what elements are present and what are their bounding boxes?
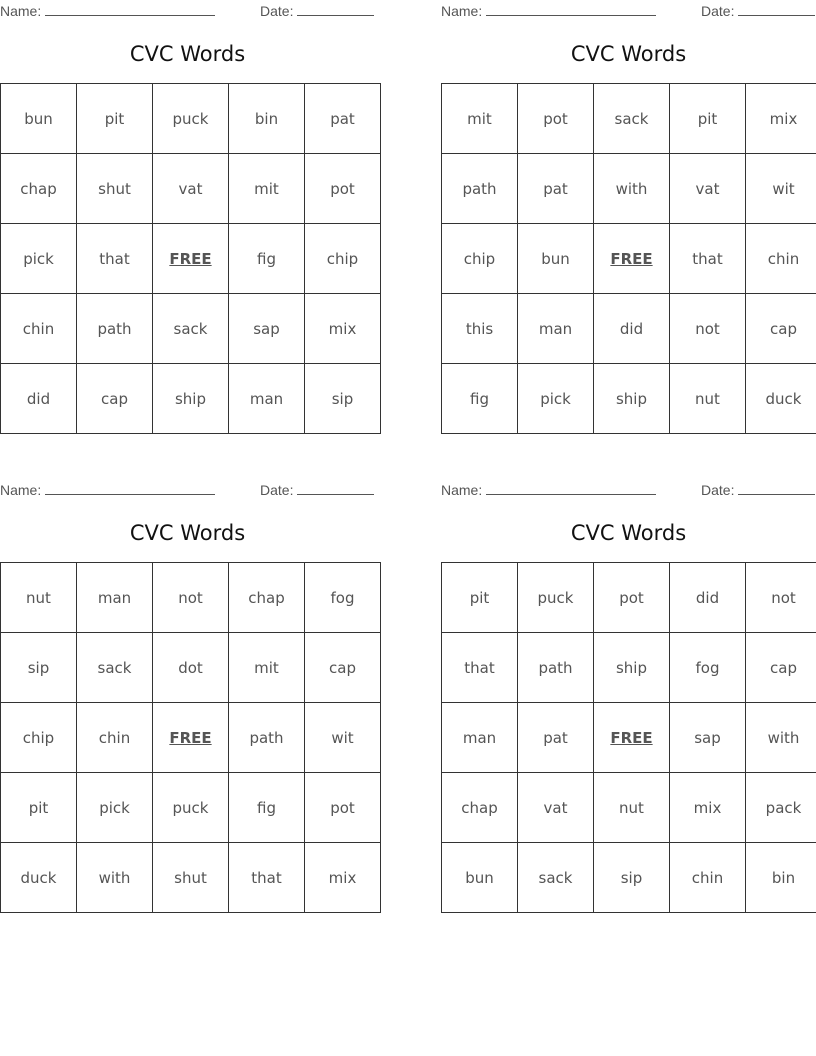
word-cell: chap <box>442 773 518 843</box>
word-cell: that <box>442 633 518 703</box>
word-cell: chip <box>305 224 381 294</box>
word-cell: sack <box>153 294 229 364</box>
word-cell: pat <box>518 154 594 224</box>
word-cell: pit <box>1 773 77 843</box>
date-blank-line <box>297 2 374 16</box>
word-cell: that <box>77 224 153 294</box>
grid-row <box>1 364 381 434</box>
name-field <box>0 481 215 498</box>
grid-row <box>442 633 816 703</box>
word-cell: chin <box>77 703 153 773</box>
bingo-card <box>0 0 375 432</box>
grid-row <box>1 294 381 364</box>
word-cell: vat <box>670 154 746 224</box>
word-cell: chin <box>746 224 816 294</box>
word-cell: sack <box>77 633 153 703</box>
word-cell: mit <box>442 84 518 154</box>
name-date-row <box>441 481 816 499</box>
word-cell: bun <box>442 843 518 913</box>
grid-row <box>442 364 816 434</box>
word-cell: man <box>229 364 305 434</box>
bingo-card <box>441 0 816 432</box>
card-title: CVC Words <box>570 521 687 545</box>
date-field <box>701 2 815 19</box>
grid-row <box>1 84 381 154</box>
card-title: CVC Words <box>129 42 246 66</box>
word-cell: chap <box>229 563 305 633</box>
free-space-cell: FREE <box>594 224 670 294</box>
grid-row <box>442 843 816 913</box>
grid-row <box>1 773 381 843</box>
word-cell: sack <box>518 843 594 913</box>
word-cell: not <box>746 563 816 633</box>
word-cell: path <box>77 294 153 364</box>
word-cell: pat <box>305 84 381 154</box>
name-date-row <box>441 2 816 20</box>
grid-row <box>442 773 816 843</box>
date-blank-line <box>738 481 815 495</box>
word-cell: path <box>442 154 518 224</box>
grid-row <box>1 703 381 773</box>
name-label: Name: <box>441 3 483 19</box>
grid-row <box>1 633 381 703</box>
word-cell: vat <box>518 773 594 843</box>
word-cell: pat <box>518 703 594 773</box>
name-blank-line <box>486 2 656 16</box>
name-date-row <box>0 481 375 499</box>
grid-row <box>442 154 816 224</box>
word-cell: dot <box>153 633 229 703</box>
free-space-cell: FREE <box>594 703 670 773</box>
word-cell: pick <box>1 224 77 294</box>
date-label: Date: <box>701 3 735 19</box>
word-cell: pot <box>305 773 381 843</box>
free-space-cell: FREE <box>153 703 229 773</box>
word-cell: man <box>442 703 518 773</box>
word-cell: shut <box>153 843 229 913</box>
date-label: Date: <box>260 3 294 19</box>
word-cell: fig <box>229 773 305 843</box>
word-cell: sip <box>594 843 670 913</box>
word-cell: path <box>229 703 305 773</box>
word-cell: did <box>670 563 746 633</box>
grid-row <box>1 563 381 633</box>
grid-row <box>442 563 816 633</box>
name-label: Name: <box>0 3 42 19</box>
word-cell: pit <box>77 84 153 154</box>
word-cell: mit <box>229 633 305 703</box>
date-field <box>260 2 374 19</box>
word-cell: pick <box>518 364 594 434</box>
word-cell: cap <box>305 633 381 703</box>
grid-row <box>442 224 816 294</box>
word-cell: sip <box>1 633 77 703</box>
word-cell: vat <box>153 154 229 224</box>
word-cell: bun <box>1 84 77 154</box>
word-cell: puck <box>153 84 229 154</box>
grid-row <box>1 154 381 224</box>
date-field <box>701 481 815 498</box>
word-cell: chip <box>442 224 518 294</box>
word-cell: pack <box>746 773 816 843</box>
word-cell: pot <box>518 84 594 154</box>
word-cell: shut <box>77 154 153 224</box>
word-cell: chin <box>1 294 77 364</box>
word-cell: this <box>442 294 518 364</box>
word-cell: with <box>746 703 816 773</box>
grid-row <box>442 294 816 364</box>
date-label: Date: <box>701 482 735 498</box>
word-cell: bin <box>746 843 816 913</box>
word-cell: that <box>670 224 746 294</box>
word-cell: bin <box>229 84 305 154</box>
word-cell: did <box>594 294 670 364</box>
free-space-cell: FREE <box>153 224 229 294</box>
word-cell: fog <box>670 633 746 703</box>
name-label: Name: <box>441 482 483 498</box>
grid-row <box>442 84 816 154</box>
word-cell: fig <box>442 364 518 434</box>
word-cell: wit <box>746 154 816 224</box>
grid-row <box>1 224 381 294</box>
word-cell: sip <box>305 364 381 434</box>
word-cell: ship <box>153 364 229 434</box>
word-cell: pit <box>442 563 518 633</box>
word-cell: mit <box>229 154 305 224</box>
bingo-card <box>0 479 375 911</box>
word-cell: man <box>77 563 153 633</box>
word-cell: nut <box>670 364 746 434</box>
word-cell: puck <box>518 563 594 633</box>
word-cell: fig <box>229 224 305 294</box>
word-cell: sack <box>594 84 670 154</box>
grid-row <box>1 843 381 913</box>
word-cell: mix <box>305 843 381 913</box>
name-field <box>441 2 656 19</box>
word-cell: not <box>670 294 746 364</box>
word-cell: ship <box>594 364 670 434</box>
word-cell: that <box>229 843 305 913</box>
word-cell: mix <box>305 294 381 364</box>
name-field <box>0 2 215 19</box>
name-blank-line <box>45 2 215 16</box>
word-cell: duck <box>746 364 816 434</box>
word-cell: mix <box>670 773 746 843</box>
card-title: CVC Words <box>129 521 246 545</box>
date-blank-line <box>738 2 815 16</box>
word-cell: duck <box>1 843 77 913</box>
name-field <box>441 481 656 498</box>
name-blank-line <box>486 481 656 495</box>
word-cell: mix <box>746 84 816 154</box>
name-label: Name: <box>0 482 42 498</box>
grid-row <box>442 703 816 773</box>
word-cell: sap <box>229 294 305 364</box>
word-cell: chip <box>1 703 77 773</box>
word-cell: pick <box>77 773 153 843</box>
word-cell: cap <box>746 294 816 364</box>
word-cell: sap <box>670 703 746 773</box>
word-cell: path <box>518 633 594 703</box>
word-cell: cap <box>746 633 816 703</box>
word-cell: wit <box>305 703 381 773</box>
bingo-grid <box>0 562 381 913</box>
name-blank-line <box>45 481 215 495</box>
word-cell: nut <box>594 773 670 843</box>
bingo-grid <box>0 83 381 434</box>
bingo-grid <box>441 562 816 913</box>
word-cell: pot <box>305 154 381 224</box>
date-field <box>260 481 374 498</box>
word-cell: ship <box>594 633 670 703</box>
word-cell: not <box>153 563 229 633</box>
date-blank-line <box>297 481 374 495</box>
word-cell: pit <box>670 84 746 154</box>
word-cell: bun <box>518 224 594 294</box>
word-cell: nut <box>1 563 77 633</box>
word-cell: fog <box>305 563 381 633</box>
bingo-card <box>441 479 816 911</box>
date-label: Date: <box>260 482 294 498</box>
word-cell: puck <box>153 773 229 843</box>
word-cell: cap <box>77 364 153 434</box>
name-date-row <box>0 2 375 20</box>
word-cell: with <box>594 154 670 224</box>
bingo-grid <box>441 83 816 434</box>
card-title: CVC Words <box>570 42 687 66</box>
word-cell: pot <box>594 563 670 633</box>
word-cell: chap <box>1 154 77 224</box>
word-cell: man <box>518 294 594 364</box>
word-cell: did <box>1 364 77 434</box>
word-cell: with <box>77 843 153 913</box>
word-cell: chin <box>670 843 746 913</box>
